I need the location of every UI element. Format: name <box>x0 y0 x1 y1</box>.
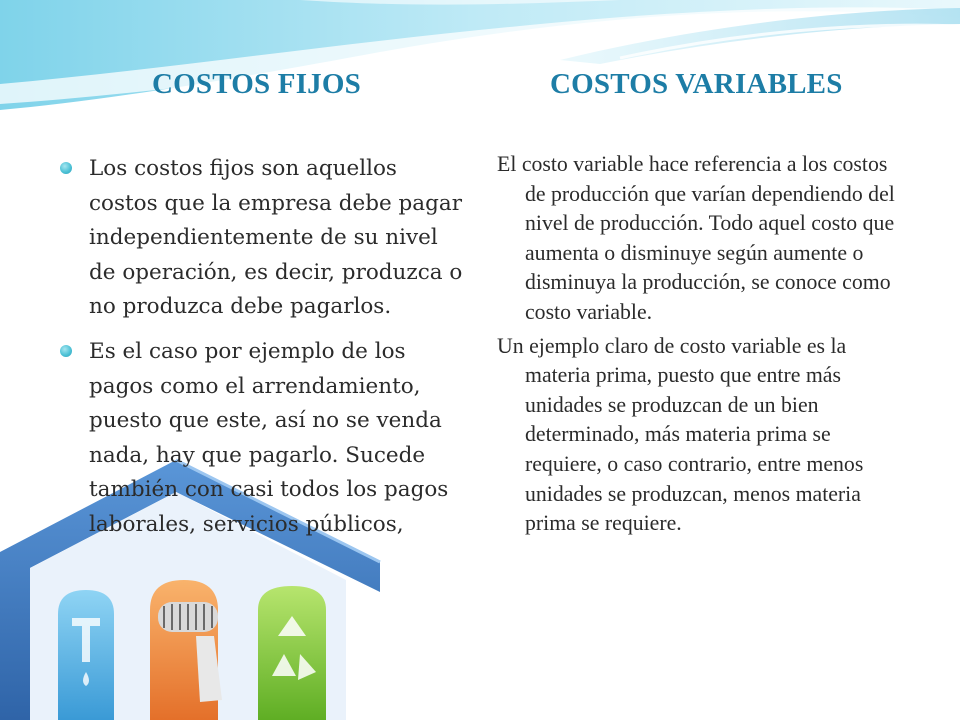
bullet-icon <box>60 345 72 357</box>
bullet-icon <box>60 162 72 174</box>
variable-costs-text-1: El costo variable hace referencia a los costos de producción que varían dependiendo del nivel de producción. Todo aquel costo que aumenta o disminuye según aumente o disminuya la producción, se conoce como costo variable. <box>497 152 895 324</box>
variable-costs-column <box>497 150 907 543</box>
recycle-icon <box>258 586 326 720</box>
fixed-costs-paragraph <box>60 335 470 543</box>
fixed-costs-column <box>60 152 470 553</box>
pipe-icon <box>150 580 222 720</box>
fixed-costs-paragraph <box>60 152 470 325</box>
header-wave-decoration <box>0 0 960 130</box>
faucet-icon <box>58 590 114 720</box>
fixed-costs-text-1: Los costos fijos son aquellos costos que la empresa debe pagar independientemente de su nivel de operación, es decir, produzca o no produzca debe pagarlos. <box>89 156 463 320</box>
variable-costs-title: COSTOS VARIABLES <box>550 68 843 100</box>
fixed-costs-title: COSTOS FIJOS <box>152 68 361 100</box>
fixed-costs-text-2: Es el caso por ejemplo de los pagos como el arrendamiento, puesto que este, así no se venda nada, hay que pagarlo. Sucede también con casi todos los pagos laborales, servicios públicos, <box>89 338 449 537</box>
variable-costs-text-2: Un ejemplo claro de costo variable es la materia prima, puesto que entre más unidades se produzcan de un bien determinado, más materia prima se requiere, o caso contrario, entre menos unidades se produzcan, menos materia prima se requiere. <box>497 333 864 536</box>
